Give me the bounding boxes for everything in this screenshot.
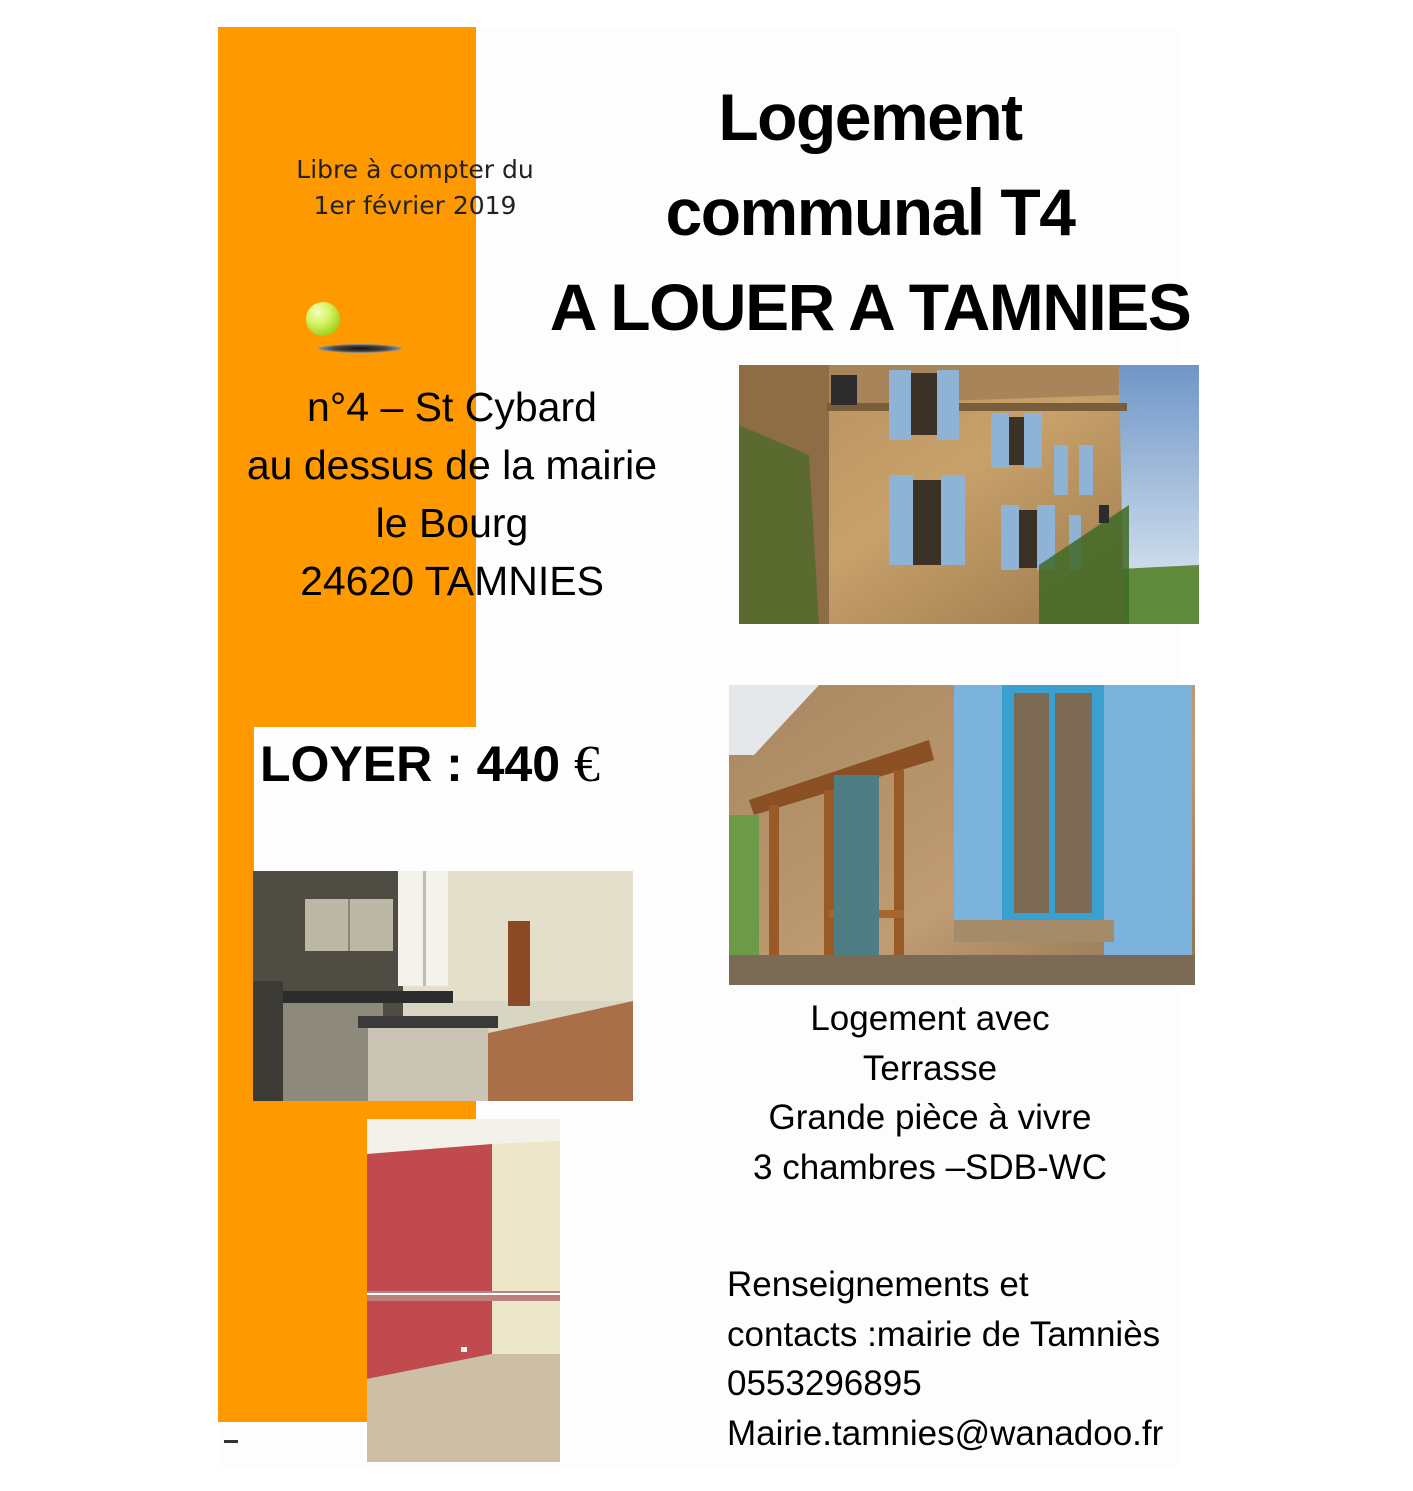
features-list <box>720 994 1140 1192</box>
ball-shadow-icon <box>318 344 402 353</box>
kitchen-interior-photo <box>253 871 633 1101</box>
bedroom-interior-photo <box>367 1119 560 1462</box>
availability-line-1: Libre à compter du <box>296 155 534 184</box>
terrace-entrance-photo <box>729 685 1195 985</box>
contact-email: Mairie.tamnies@wanadoo.fr <box>727 1413 1164 1453</box>
title-line-3: A LOUER A TAMNIES <box>549 270 1191 344</box>
feature-line-3: Grande pièce à vivre <box>768 1098 1092 1137</box>
availability-text <box>270 152 560 224</box>
title-line-1: Logement <box>718 80 1022 154</box>
contact-block <box>727 1260 1167 1458</box>
address-line-4: 24620 TAMNIES <box>300 558 604 604</box>
address-line-2: au dessus de la mairie <box>246 442 658 488</box>
rent-amount: LOYER : 440 <box>260 736 561 792</box>
feature-line-4: 3 chambres –SDB-WC <box>753 1147 1107 1187</box>
euro-symbol: € <box>574 736 601 793</box>
rent-label <box>260 733 600 796</box>
stone-house-facade-photo <box>739 365 1199 624</box>
availability-line-2: 1er février 2019 <box>313 191 517 220</box>
poster-title <box>540 70 1200 355</box>
address-line-1: n°4 – St Cybard <box>307 384 597 430</box>
ball-icon <box>306 302 340 336</box>
feature-line-2: Terrasse <box>862 1048 998 1088</box>
feature-line-1: Logement avec <box>810 999 1050 1038</box>
contact-line-2: contacts :mairie de Tamniès <box>727 1314 1161 1354</box>
address-line-3: le Bourg <box>375 500 529 546</box>
contact-line-1: Renseignements et <box>727 1265 1029 1304</box>
corner-mark <box>224 1440 238 1443</box>
address-block <box>230 378 674 610</box>
contact-phone: 0553296895 <box>727 1364 922 1403</box>
title-line-2: communal T4 <box>665 175 1075 249</box>
